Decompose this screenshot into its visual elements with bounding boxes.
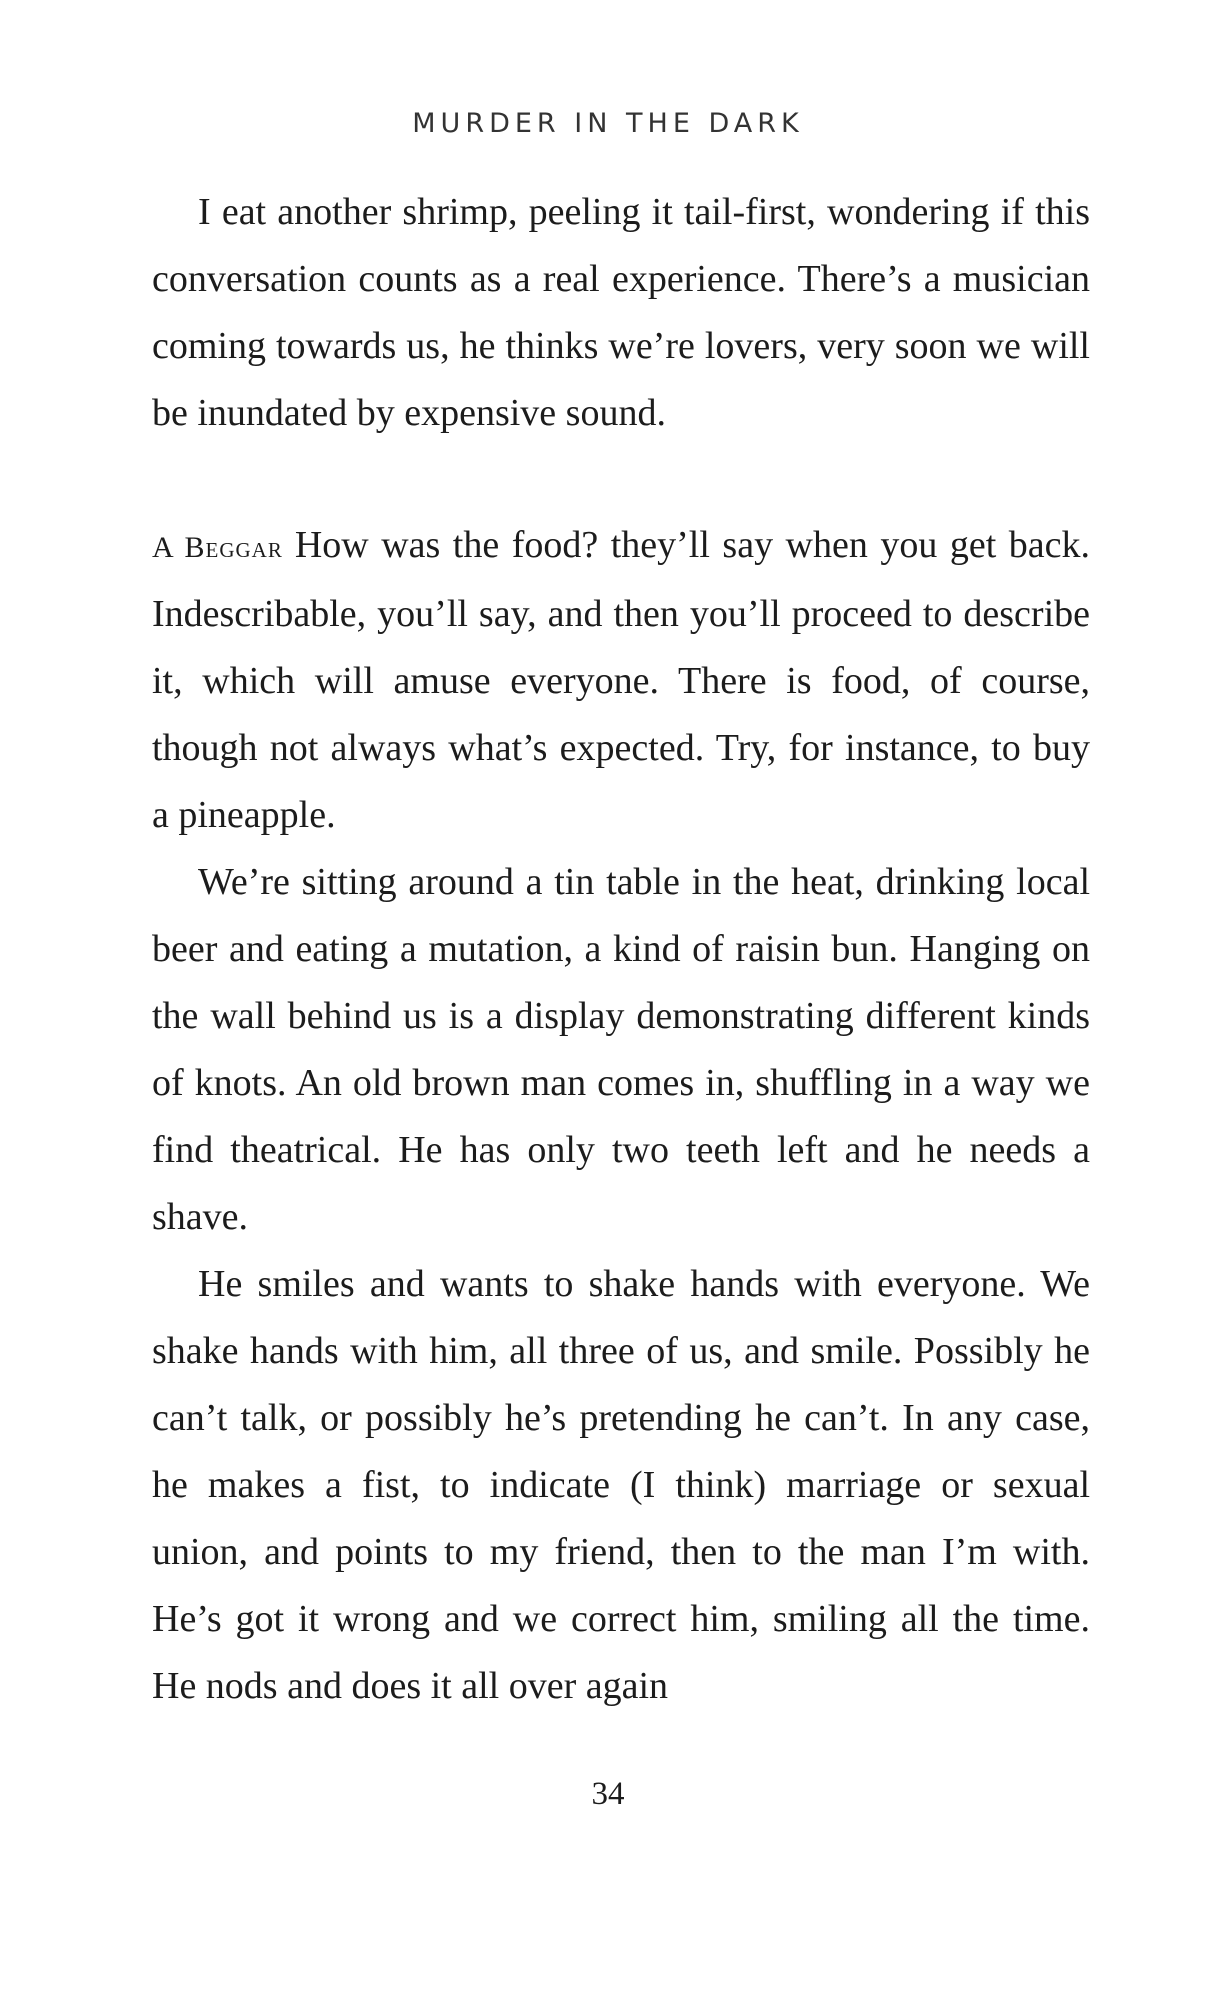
paragraph-handshake: He smiles and wants to shake hands with everyone. We shake hands with him, all three of us, and smile. Possibly he can’t talk, or possibly he’s pretending he can’t. In any case, he makes a fist, to indicate (I think) marriage or sexual union, and points to my friend, then to the man I’m with. He’s got it wrong and we correct him, smiling all the time. He nods and does it all over again [152, 1263, 1090, 1707]
paragraph-food [152, 512, 1090, 849]
opening-text-block [152, 179, 1090, 447]
paragraph-shrimp: I eat another shrimp, peeling it tail-first, wondering if this conversation counts as a real experience. There’s a musician coming towards us, he thinks we’re lovers, very soon we will be inundated by expensive sound. [152, 191, 1090, 434]
page-number: 34 [591, 1776, 625, 1812]
running-head: MURDER IN THE DARK [412, 108, 804, 139]
paragraph-food-text: How was the food? they’ll say when you get back. Indescribable, you’ll say, and then you’ll proceed to describe it, which will amuse everyone. There is food, of course, though not always what’s expected. Try, for instance, to buy a pineapple. [152, 524, 1090, 836]
paragraph-tin-table: We’re sitting around a tin table in the heat, drinking local beer and eating a mutation, a kind of raisin bun. Hanging on the wall behind us is a display demonstrating different kinds of knots. An old brown man comes in, shuffling in a way we find theatrical. He has only two teeth left and he needs a shave. [152, 861, 1090, 1238]
section-text-block [152, 512, 1090, 1720]
section-heading: A Beggar [152, 531, 283, 564]
